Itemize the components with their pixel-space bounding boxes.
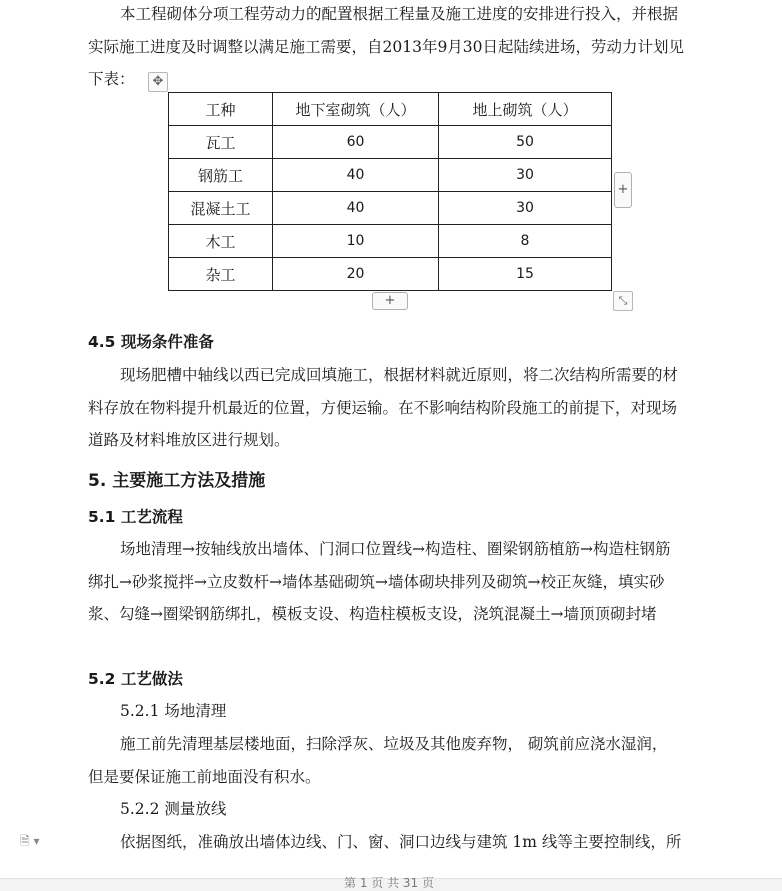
heading-5-2-2: 5.2.2 测量放线 (120, 800, 227, 818)
table-move-icon[interactable]: ✥ (148, 72, 168, 92)
table-row (169, 159, 612, 192)
cell-above-ground: 8 (439, 225, 612, 258)
table-row (169, 192, 612, 225)
para-5-2-1-line-2: 但是要保证施工前地面没有积水。 (88, 768, 321, 786)
cell-above-ground: 30 (439, 159, 612, 192)
add-column-button[interactable]: + (614, 172, 632, 208)
cell-trade: 杂工 (169, 258, 273, 291)
table-row (169, 258, 612, 291)
para-5-1-line-1: 场地清理→按轴线放出墙体、门洞口位置线→构造柱、圈梁钢筋植筋→构造柱钢筋 (120, 540, 671, 558)
heading-5: 5. 主要施工方法及措施 (88, 471, 266, 491)
header-above-ground-masonry: 地上砌筑（人） (439, 93, 612, 126)
cell-trade: 木工 (169, 225, 273, 258)
cell-above-ground: 15 (439, 258, 612, 291)
header-trade: 工种 (169, 93, 273, 126)
document-icon[interactable]: 🗎 ▾ (20, 834, 40, 848)
cell-trade: 钢筋工 (169, 159, 273, 192)
header-basement-masonry: 地下室砌筑（人） (273, 93, 439, 126)
table-row (169, 126, 612, 159)
cell-basement: 60 (273, 126, 439, 159)
cell-trade: 混凝土工 (169, 192, 273, 225)
heading-5-1: 5.1 工艺流程 (88, 508, 183, 526)
table-header-row (169, 93, 612, 126)
heading-5-2: 5.2 工艺做法 (88, 670, 183, 688)
para-5-2-1-line-1: 施工前先清理基层楼地面，扫除浮灰、垃圾及其他废弃物， 砌筑前应浇水湿润， (120, 735, 668, 753)
heading-4-5: 4.5 现场条件准备 (88, 333, 214, 351)
para-4-5-line-2: 料存放在物料提升机最近的位置，方便运输。在不影响结构阶段施工的前提下，对现场 (88, 399, 678, 417)
cell-trade: 瓦工 (169, 126, 273, 159)
cell-above-ground: 50 (439, 126, 612, 159)
cell-above-ground: 30 (439, 192, 612, 225)
cell-basement: 10 (273, 225, 439, 258)
heading-5-2-1: 5.2.1 场地清理 (120, 702, 227, 720)
para-5-1-line-3: 浆、勾缝→圈梁钢筋绑扎，模板支设、构造柱模板支设，浇筑混凝土→墙顶顶砌封堵 (88, 605, 657, 623)
table-resize-icon[interactable]: ⤡ (613, 291, 633, 311)
para-5-1-line-2: 绑扎→砂浆搅拌→立皮数杆→墙体基础砌筑→墙体砌块排列及砌筑→校正灰缝，填实砂 (88, 573, 665, 591)
cell-basement: 20 (273, 258, 439, 291)
intro-line-2: 实际施工进度及时调整以满足施工需要，自2013年9月30日起陆续进场，劳动力计划见 (88, 38, 685, 56)
intro-line-1: 本工程砌体分项工程劳动力的配置根据工程量及施工进度的安排进行投入，并根据 (120, 5, 679, 23)
table-row (169, 225, 612, 258)
para-4-5-line-1: 现场肥槽中轴线以西已完成回填施工，根据材料就近原则，将二次结构所需要的材 (120, 366, 679, 384)
labor-plan-table (168, 92, 612, 291)
cell-basement: 40 (273, 159, 439, 192)
cell-basement: 40 (273, 192, 439, 225)
add-row-button[interactable]: + (372, 292, 408, 310)
para-5-2-2-line-1: 依据图纸，准确放出墙体边线、门、窗、洞口边线与建筑 1m 线等主要控制线，所 (120, 833, 682, 851)
page-number: 第 1 页 共 31 页 (344, 876, 434, 890)
para-4-5-line-3: 道路及材料堆放区进行规划。 (88, 431, 290, 449)
intro-line-3: 下表： (88, 70, 135, 88)
